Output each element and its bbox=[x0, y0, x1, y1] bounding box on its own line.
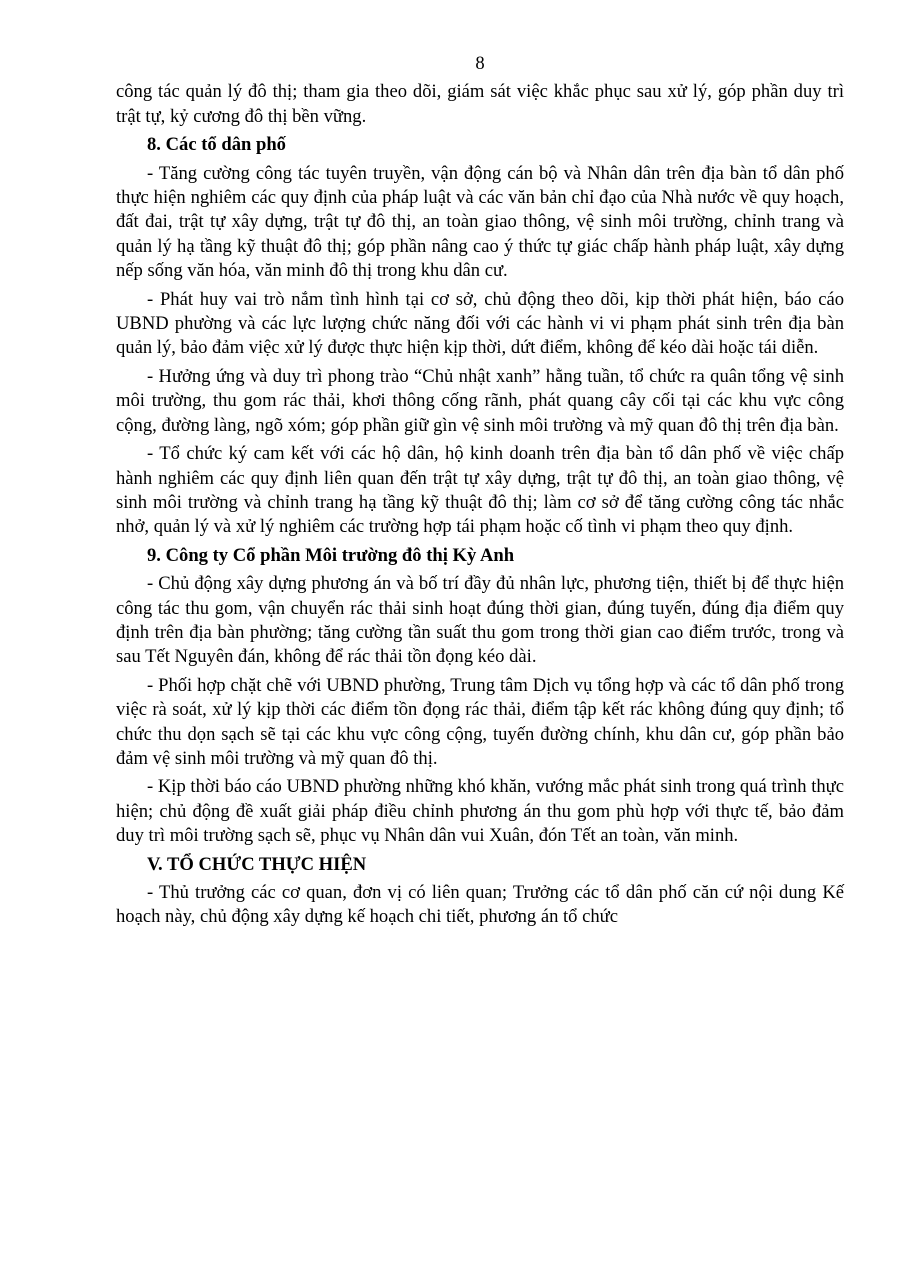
section-9-paragraph-3: - Kịp thời báo cáo UBND phường những khó khăn, vướng mắc phát sinh trong quá trình thực hiện; chủ động đề xuất giải pháp điều chỉnh phương án thu gom phù hợp với thực tế, bảo đảm duy trì môi trường sạch sẽ, phục vụ Nhân dân vui Xuân, đón Tết an toàn, văn minh. bbox=[116, 776, 844, 847]
document-page bbox=[116, 52, 844, 934]
section-8-paragraph-3: - Hưởng ứng và duy trì phong trào “Chủ nhật xanh” hằng tuần, tổ chức ra quân tổng vệ sinh môi trường, thu gom rác thải, khơi thông cống rãnh, phát quang cây cối tại các khu vực công cộng, đường làng, ngõ xóm; góp phần giữ gìn vệ sinh môi trường và mỹ quan đô thị trên địa bàn. bbox=[116, 365, 844, 436]
section-8-heading: 8. Các tổ dân phố bbox=[147, 134, 286, 156]
section-9-paragraph-1: - Chủ động xây dựng phương án và bố trí đầy đủ nhân lực, phương tiện, thiết bị để thực hiện công tác thu gom, vận chuyển rác thải sinh hoạt đúng thời gian, đúng tuyến, đúng địa điểm quy định trên địa bàn phường; tăng cường tần suất thu gom trong thời gian cao điểm trước, trong và sau Tết Nguyên đán, không để rác thải tồn đọng kéo dài. bbox=[116, 573, 844, 668]
section-8-paragraph-4: - Tổ chức ký cam kết với các hộ dân, hộ kinh doanh trên địa bàn tổ dân phố về việc chấp hành nghiêm các quy định liên quan đến trật tự xây dựng, trật tự đô thị, an toàn giao thông, vệ sinh môi trường và chỉnh trang hạ tầng kỹ thuật đô thị; làm cơ sở để tăng cường công tác nhắc nhở, quản lý và xử lý nghiêm các trường hợp tái phạm hoặc cố tình vi phạm theo quy định. bbox=[116, 443, 844, 538]
section-8-paragraph-1: - Tăng cường công tác tuyên truyền, vận động cán bộ và Nhân dân trên địa bàn tổ dân phố thực hiện nghiêm các quy định của pháp luật và các văn bản chỉ đạo của Nhà nước về quy hoạch, đất đai, trật tự xây dựng, trật tự đô thị, an toàn giao thông, vệ sinh môi trường, chỉnh trang và quản lý hạ tầng kỹ thuật đô thị; góp phần nâng cao ý thức tự giác chấp hành pháp luật, xây dựng nếp sống văn hóa, văn minh đô thị trong khu dân cư. bbox=[116, 162, 844, 282]
page-number: 8 bbox=[475, 53, 485, 74]
section-8-paragraph-2: - Phát huy vai trò nắm tình hình tại cơ sở, chủ động theo dõi, kịp thời phát hiện, báo cáo UBND phường và các lực lượng chức năng đối với các hành vi vi phạm phát sinh trên địa bàn quản lý, bảo đảm việc xử lý được thực hiện kịp thời, dứt điểm, không để kéo dài hoặc tái diễn. bbox=[116, 288, 844, 359]
section-v-paragraph-1: - Thủ trưởng các cơ quan, đơn vị có liên quan; Trưởng các tổ dân phố căn cứ nội dung Kế hoạch này, chủ động xây dựng kế hoạch chi tiết, phương án tổ chức bbox=[116, 882, 844, 928]
section-v-heading: V. TỔ CHỨC THỰC HIỆN bbox=[147, 853, 367, 875]
section-9-paragraph-2: - Phối hợp chặt chẽ với UBND phường, Trung tâm Dịch vụ tổng hợp và các tổ dân phố trong việc rà soát, xử lý kịp thời các điểm tồn đọng rác thải, điểm tập kết rác không đúng quy định; tổ chức thu dọn sạch sẽ tại các khu vực công cộng, tuyến đường chính, khu dân cư, góp phần bảo đảm vệ sinh môi trường và mỹ quan đô thị. bbox=[116, 674, 844, 769]
section-9-heading: 9. Công ty Cổ phần Môi trường đô thị Kỳ Anh bbox=[147, 544, 515, 566]
intro-paragraph: công tác quản lý đô thị; tham gia theo dõi, giám sát việc khắc phục sau xử lý, góp phần duy trì trật tự, kỷ cương đô thị bền vững. bbox=[116, 81, 844, 127]
